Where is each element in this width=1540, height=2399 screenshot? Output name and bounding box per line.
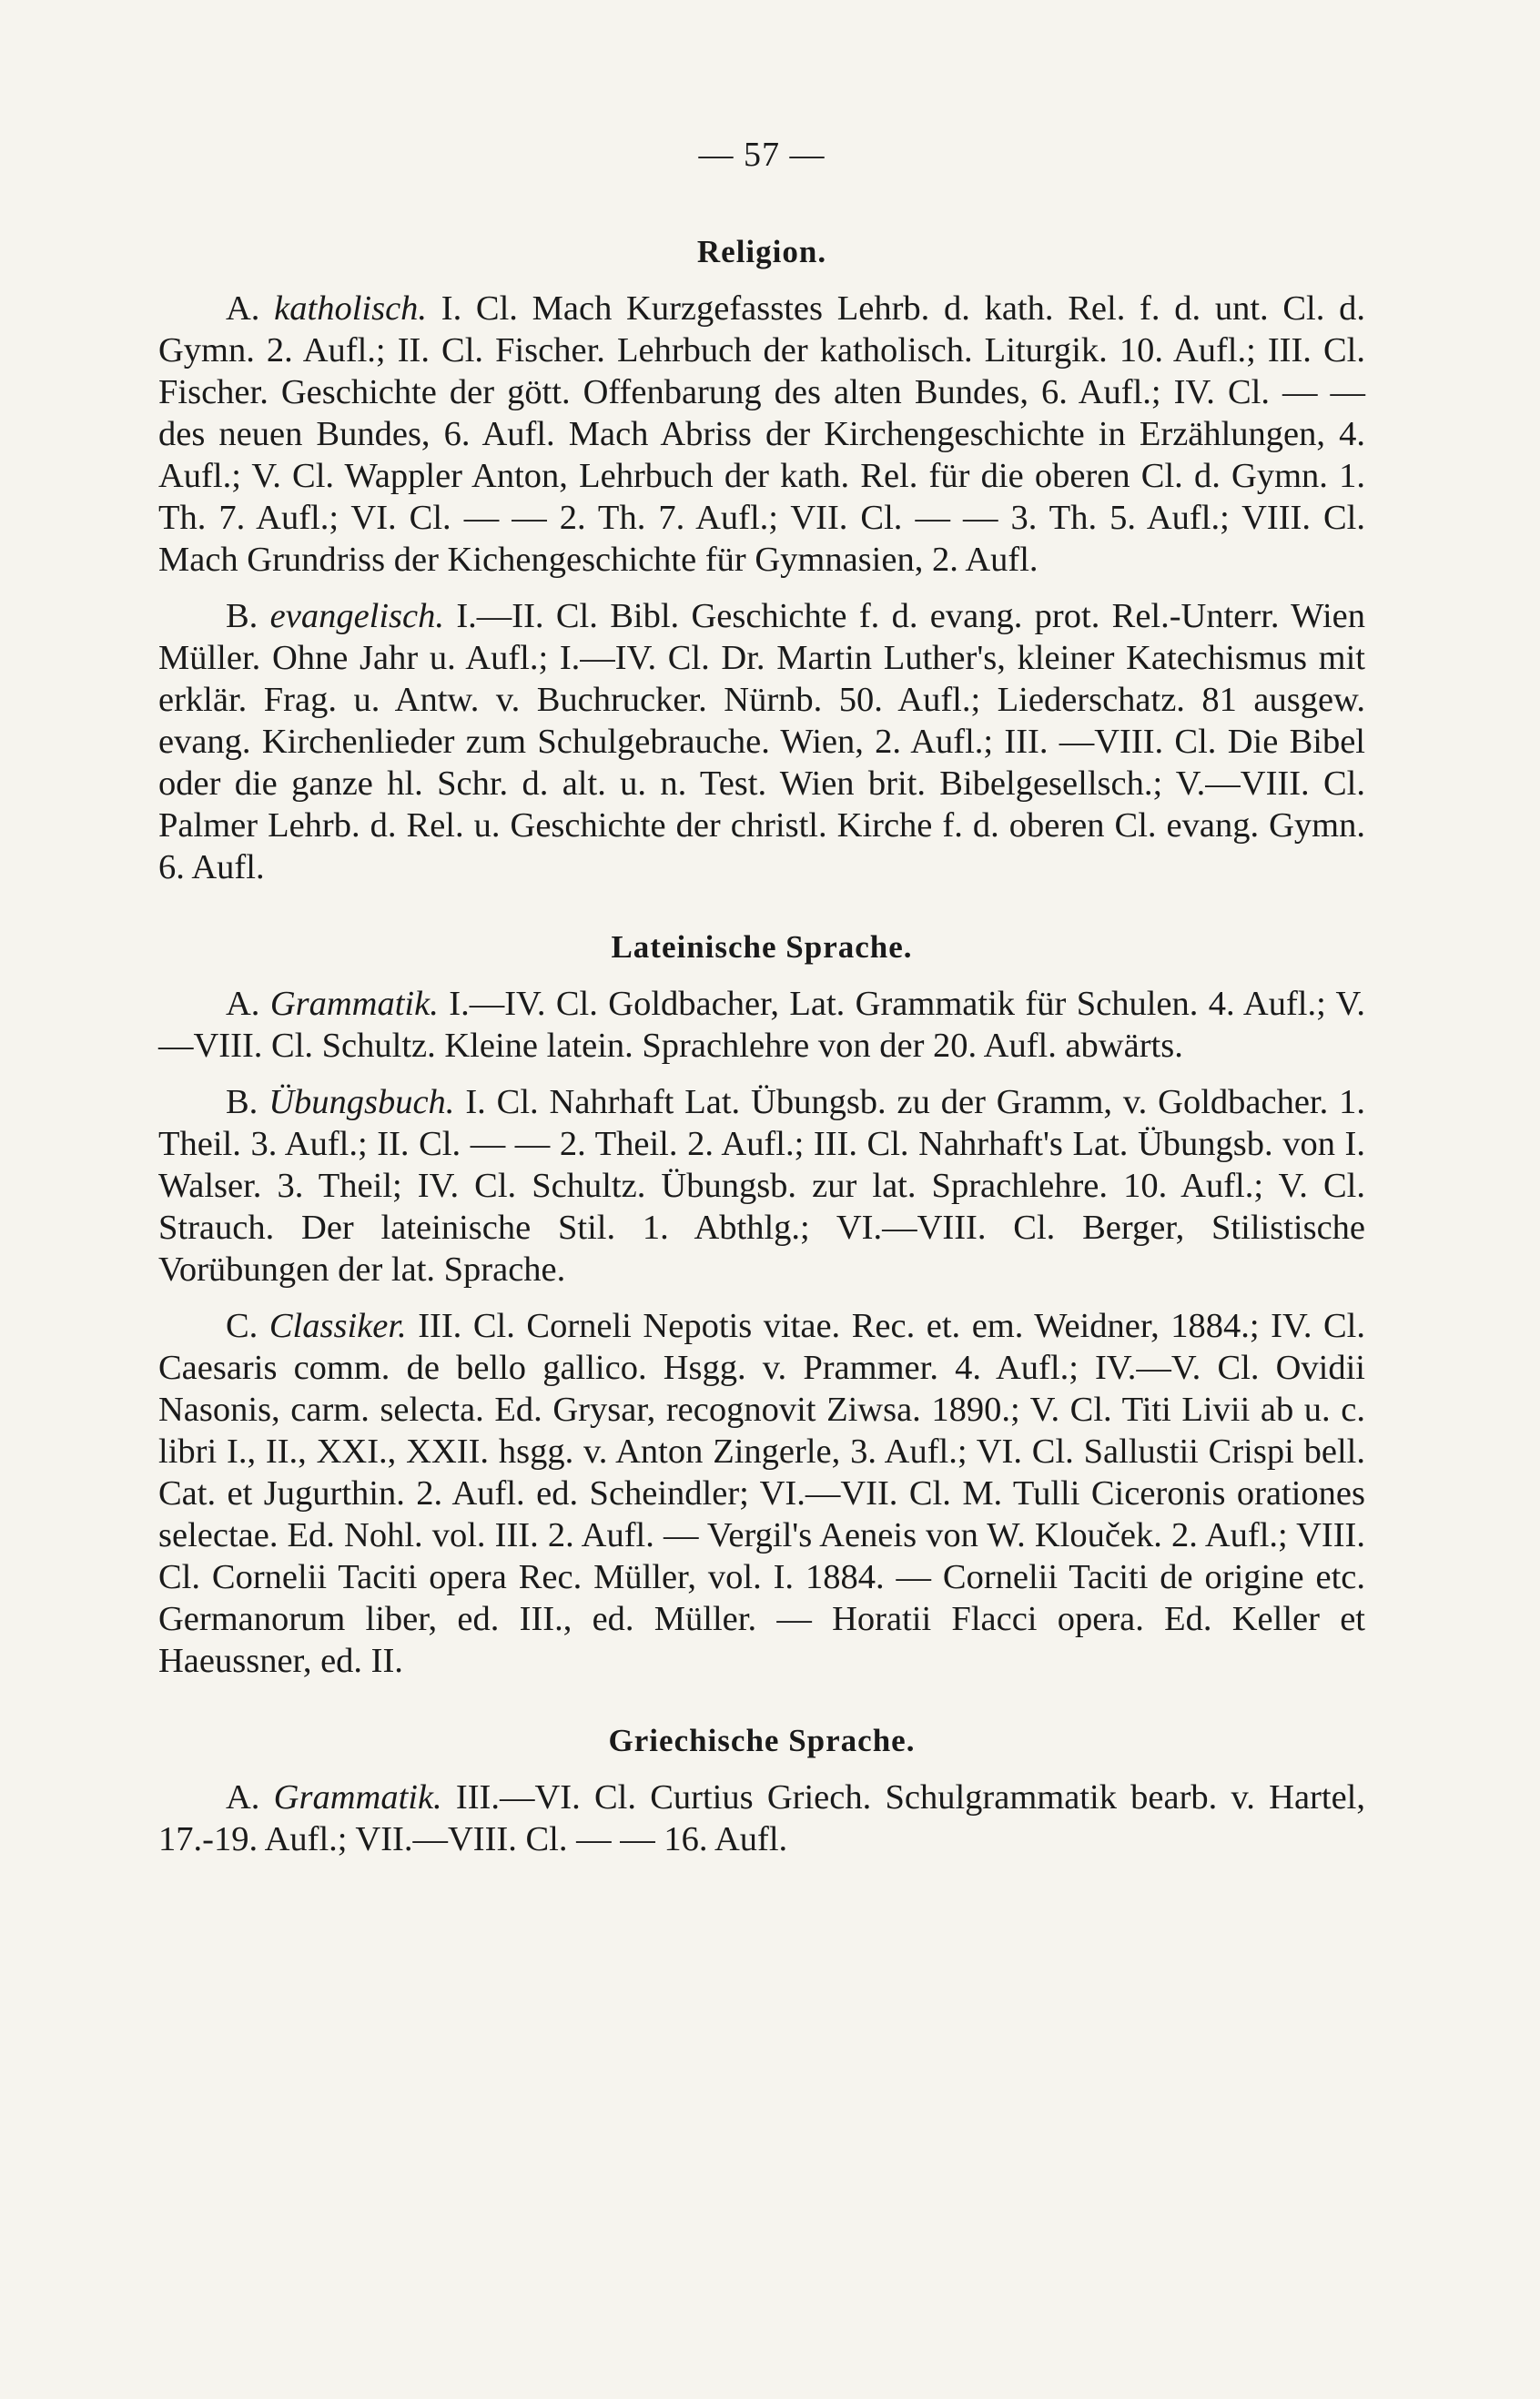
paragraph-italic-term: evangelisch. — [269, 597, 444, 635]
paragraph-text: I. Cl. Mach Kurzgefasstes Lehrb. d. kath. Rel. f. d. unt. Cl. d. Gymn. 2. Aufl.; II. Cl. Fischer. Lehrbuch der katholisch. Liturgik. 10. Aufl.; III. Cl. Fischer. Geschichte der gött. Offenbarung des alten Bundes, 6. Aufl.; IV. Cl. — — des neuen Bundes, 6. Aufl. Mach Abriss der Kirchengeschichte in Erzählungen, 4. Aufl.; V. Cl. Wappler Anton, Lehrbuch der kath. Rel. für die oberen Cl. d. Gymn. 1. Th. 7. Aufl.; VI. Cl. — — 2. Th. 7. Aufl.; VII. Cl. — — 3. Th. 5. Aufl.; VIII. Cl. Mach Grundriss der Kichengeschichte für Gymnasien, 2. Aufl. — [158, 289, 1365, 579]
paragraph-religion-evangelisch — [158, 595, 1365, 888]
paragraph-latein-uebungsbuch — [158, 1081, 1365, 1291]
paragraph-italic-term: Grammatik. — [273, 1778, 442, 1817]
paragraph-italic-term: katholisch. — [274, 289, 428, 328]
section-heading-griechische-sprache: Griechische Sprache. — [608, 1723, 916, 1758]
paragraph-latein-classiker — [158, 1305, 1365, 1682]
paragraph-religion-katholisch — [158, 288, 1365, 581]
section-heading-religion: Religion. — [696, 234, 827, 269]
paragraph-label: C. — [226, 1307, 269, 1345]
paragraph-text: I.—IV. Cl. Goldbacher, Lat. Grammatik für Schulen. 4. Aufl.; V.—VIII. Cl. Schultz. Kleine latein. Sprachlehre von der 20. Aufl. abwärts. — [158, 985, 1365, 1065]
paragraph-text: III. Cl. Corneli Nepotis vitae. Rec. et. em. Weidner, 1884.; IV. Cl. Caesaris comm. de bello gallico. Hsgg. v. Prammer. 4. Aufl.; IV.—V. Cl. Ovidii Nasonis, carm. selecta. Ed. Grysar, recognovit Ziwsa. 1890.; V. Cl. Titi Livii ab u. c. libri I., II., XXI., XXII. hsgg. v. Anton Zingerle, 3. Aufl.; VI. Cl. Sallustii Crispi bell. Cat. et Jugurthin. 2. Aufl. ed. Scheindler; VI.—VII. Cl. M. Tulli Ciceronis orationes selectae. Ed. Nohl. vol. III. 2. Aufl. — Vergil's Aeneis von W. Klouček. 2. Aufl.; VIII. Cl. Cornelii Taciti opera Rec. Müller, vol. I. 1884. — Cornelii Taciti de origine etc. Germanorum liber, ed. III., ed. Müller. — Horatii Flacci opera. Ed. Keller et Haeussner, ed. II. — [158, 1307, 1365, 1680]
document-page — [158, 135, 1365, 1860]
paragraph-label: A. — [226, 985, 270, 1023]
paragraph-label: B. — [226, 1083, 269, 1121]
paragraph-label: A. — [226, 289, 275, 328]
paragraph-italic-term: Übungsbuch. — [268, 1083, 455, 1121]
paragraph-italic-term: Grammatik. — [269, 985, 439, 1023]
paragraph-text: I.—II. Cl. Bibl. Geschichte f. d. evang. prot. Rel.-Unterr. Wien Müller. Ohne Jahr u. Aufl.; I.—IV. Cl. Dr. Martin Luther's, kleiner Katechismus mit erklär. Frag. u. Antw. v. Buchrucker. Nürnb. 50. Aufl.; Liederschatz. 81 ausgew. evang. Kirchenlieder zum Schulgebrauche. Wien, 2. Aufl.; III. —VIII. Cl. Die Bibel oder die ganze hl. Schr. d. alt. u. n. Test. Wien brit. Bibelgesellsch.; V.—VIII. Cl. Palmer Lehrb. d. Rel. u. Geschichte der christl. Kirche f. d. oberen Cl. evang. Gymn. 6. Aufl. — [158, 597, 1365, 886]
paragraph-italic-term: Classiker. — [268, 1307, 407, 1345]
section-heading-lateinische-sprache: Lateinische Sprache. — [611, 929, 913, 965]
page-number: — 57 — — [698, 136, 826, 174]
paragraph-griechisch-grammatik — [158, 1776, 1365, 1860]
paragraph-latein-grammatik — [158, 983, 1365, 1067]
paragraph-label: B. — [226, 597, 270, 635]
paragraph-label: A. — [226, 1778, 274, 1817]
paragraph-text: I. Cl. Nahrhaft Lat. Übungsb. zu der Gramm, v. Goldbacher. 1. Theil. 3. Aufl.; II. Cl. — — 2. Theil. 2. Aufl.; III. Cl. Nahrhaft's Lat. Übungsb. von I. Walser. 3. Theil; IV. Cl. Schultz. Übungsb. zur lat. Sprachlehre. 10. Aufl.; V. Cl. Strauch. Der lateinische Stil. 1. Abthlg.; VI.—VIII. Cl. Berger, Stilistische Vorübungen der lat. Sprache. — [158, 1083, 1365, 1289]
paragraph-text: III.—VI. Cl. Curtius Griech. Schulgrammatik bearb. v. Hartel, 17.-19. Aufl.; VII.—VIII. Cl. — — 16. Aufl. — [158, 1778, 1365, 1858]
